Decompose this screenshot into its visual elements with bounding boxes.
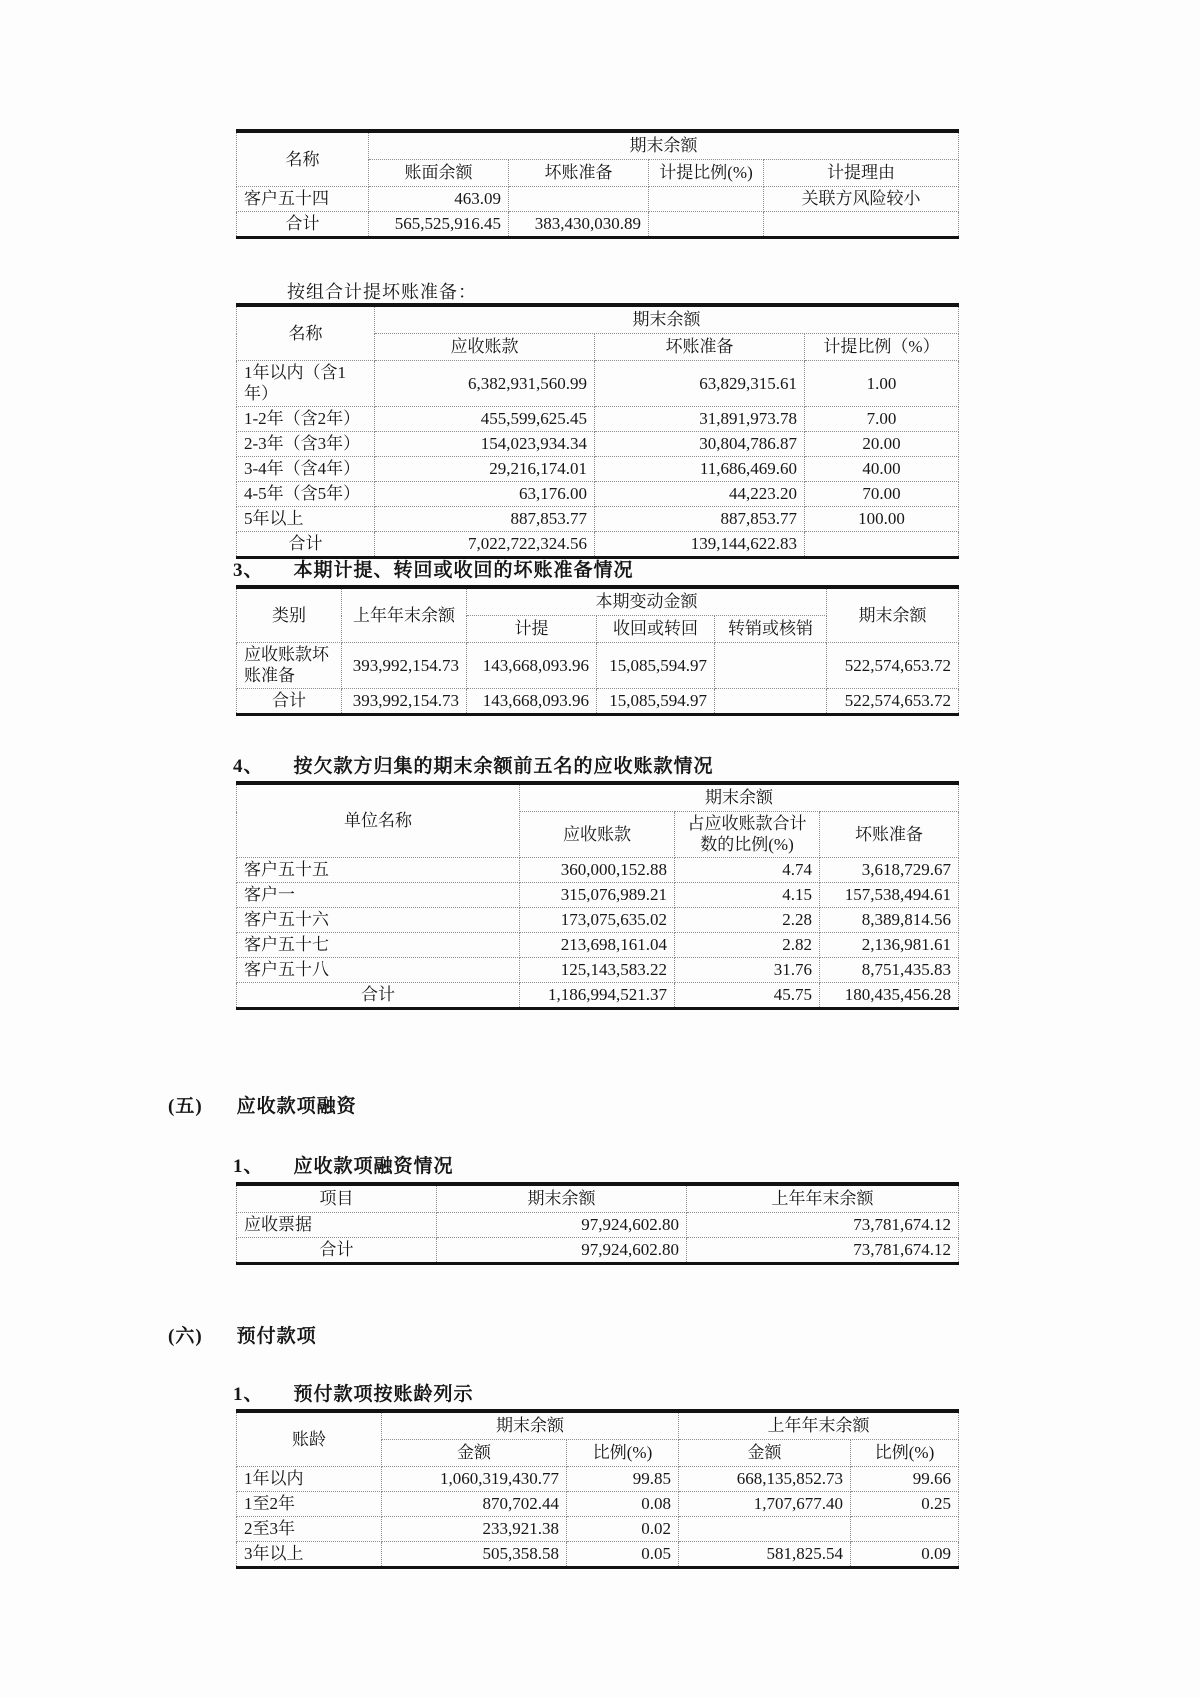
- cell-bad-debt: 139,144,622.83: [595, 531, 805, 557]
- table-row: [237, 456, 959, 481]
- header-amount: 金额: [382, 1440, 567, 1467]
- header-item: 项目: [237, 1184, 437, 1213]
- table-header-row: [237, 587, 959, 616]
- table-header-row: [237, 1411, 959, 1440]
- header-bad-debt-provision: 坏账准备: [595, 334, 805, 361]
- header-accounts-receivable: 应收账款: [520, 812, 675, 858]
- cell-ar: 154,023,934.34: [375, 431, 595, 456]
- header-name: 名称: [237, 131, 369, 187]
- cell-aging: 4-5年（含5年）: [237, 481, 375, 506]
- header-period-end: 期末余额: [437, 1184, 687, 1213]
- header-bad-debt-provision: 坏账准备: [509, 160, 649, 187]
- section-5-1-title: 应收款项融资情况: [293, 1156, 454, 1177]
- cell-bad-debt: 887,853.77: [595, 506, 805, 531]
- cell-ratio: 99.85: [567, 1467, 679, 1492]
- table-row: [237, 932, 959, 957]
- table-row: [237, 187, 959, 212]
- table-row: [237, 361, 959, 407]
- cell-ar: 63,176.00: [375, 481, 595, 506]
- table-row-total: [237, 1238, 959, 1264]
- cell-item: 合计: [237, 1238, 437, 1264]
- cell-aging: 合计: [237, 531, 375, 557]
- cell-prev: 73,781,674.12: [687, 1213, 959, 1238]
- cell-ratio: 0.02: [567, 1517, 679, 1542]
- cell-aging: 1年以内（含1年）: [237, 361, 375, 407]
- table-row: [237, 957, 959, 982]
- cell-recover: 15,085,594.97: [597, 643, 715, 689]
- header-period-end: 期末余额: [375, 305, 959, 334]
- cell-bad-debt: [509, 187, 649, 212]
- header-ratio: 比例(%): [851, 1440, 959, 1467]
- cell-bad-debt: 30,804,786.87: [595, 431, 805, 456]
- header-prev-year-end: 上年年末余额: [342, 587, 467, 643]
- section-4-heading: [233, 751, 714, 778]
- cell-prev-ratio: 0.25: [851, 1492, 959, 1517]
- cell-ratio: 1.00: [805, 361, 959, 407]
- table-header-row: [237, 131, 959, 160]
- cell-aging: 1-2年（含2年）: [237, 406, 375, 431]
- cell-unit: 客户一: [237, 882, 520, 907]
- cell-prev-amount: 581,825.54: [679, 1542, 851, 1568]
- header-unit-name: 单位名称: [237, 783, 520, 857]
- section-5-title: 应收款项融资: [236, 1096, 357, 1117]
- header-ratio: 比例(%): [567, 1440, 679, 1467]
- table-row: [237, 406, 959, 431]
- cell-aging: 3年以上: [237, 1542, 382, 1568]
- cell-bad-debt: 383,430,030.89: [509, 212, 649, 238]
- cell-ratio: 2.28: [675, 907, 820, 932]
- cell-bad-debt: 180,435,456.28: [820, 982, 959, 1008]
- section-3-heading: [233, 555, 634, 582]
- header-category: 类别: [237, 587, 342, 643]
- cell-reason: 关联方风险较小: [764, 187, 959, 212]
- cell-amount: 505,358.58: [382, 1542, 567, 1568]
- cell-ar: 7,022,722,324.56: [375, 531, 595, 557]
- table-row-total: [237, 212, 959, 238]
- cell-aging: 1至2年: [237, 1492, 382, 1517]
- cell-prev-ratio: [851, 1517, 959, 1542]
- section-6-1-heading: [233, 1379, 474, 1406]
- cell-writeoff: [715, 688, 827, 714]
- table-row-total: [237, 531, 959, 557]
- header-bad-debt-provision: 坏账准备: [820, 812, 959, 858]
- section-6-1-number: 1、: [233, 1384, 264, 1405]
- section-5-heading: [168, 1091, 357, 1118]
- cell-prev: 73,781,674.12: [687, 1238, 959, 1264]
- cell-ratio: 4.74: [675, 857, 820, 882]
- cell-aging: 2至3年: [237, 1517, 382, 1542]
- cell-ratio: 0.08: [567, 1492, 679, 1517]
- section-3-number: 3、: [233, 560, 264, 581]
- section-6-heading: [168, 1321, 317, 1348]
- cell-ar: 213,698,161.04: [520, 932, 675, 957]
- cell-bad-debt: 8,751,435.83: [820, 957, 959, 982]
- table-prepayments-aging: [236, 1409, 959, 1569]
- table-provision-movement: [236, 585, 959, 716]
- cell-ar: 455,599,625.45: [375, 406, 595, 431]
- header-period-end: 期末余额: [382, 1411, 679, 1440]
- cell-ratio: 7.00: [805, 406, 959, 431]
- cell-unit: 客户五十八: [237, 957, 520, 982]
- cell-ratio: 40.00: [805, 456, 959, 481]
- section-6-title: 预付款项: [236, 1326, 317, 1347]
- table-header-row: [237, 305, 959, 334]
- cell-writeoff: [715, 643, 827, 689]
- cell-ar: 887,853.77: [375, 506, 595, 531]
- cell-ratio: 0.05: [567, 1542, 679, 1568]
- cell-name: 合计: [237, 212, 369, 238]
- header-provision-ratio: 计提比例（%）: [805, 334, 959, 361]
- cell-aging: 1年以内: [237, 1467, 382, 1492]
- table-row: [237, 907, 959, 932]
- cell-unit: 客户五十七: [237, 932, 520, 957]
- cell-aging: 5年以上: [237, 506, 375, 531]
- table-row: [237, 1517, 959, 1542]
- cell-ar: 360,000,152.88: [520, 857, 675, 882]
- table-row: [237, 431, 959, 456]
- cell-prev-ratio: 0.09: [851, 1542, 959, 1568]
- cell-end: 97,924,602.80: [437, 1213, 687, 1238]
- cell-ratio: 31.76: [675, 957, 820, 982]
- header-recover: 收回或转回: [597, 616, 715, 643]
- header-prev-year-end: 上年年末余额: [679, 1411, 959, 1440]
- table-aging-provision: [236, 303, 959, 559]
- cell-ratio: 45.75: [675, 982, 820, 1008]
- cell-category: 应收账款坏账准备: [237, 643, 342, 689]
- cell-ratio: [805, 531, 959, 557]
- cell-prev: 393,992,154.73: [342, 688, 467, 714]
- table-row: [237, 643, 959, 689]
- cell-book-balance: 463.09: [369, 187, 509, 212]
- cell-ar: 315,076,989.21: [520, 882, 675, 907]
- table-row: [237, 857, 959, 882]
- cell-prev-amount: 1,707,677.40: [679, 1492, 851, 1517]
- table-header-row: [237, 783, 959, 812]
- cell-ar: 1,186,994,521.37: [520, 982, 675, 1008]
- cell-ar: 6,382,931,560.99: [375, 361, 595, 407]
- header-book-balance: 账面余额: [369, 160, 509, 187]
- cell-unit: 客户五十六: [237, 907, 520, 932]
- cell-amount: 233,921.38: [382, 1517, 567, 1542]
- cell-ar: 29,216,174.01: [375, 456, 595, 481]
- header-writeoff: 转销或核销: [715, 616, 827, 643]
- cell-ratio: 2.82: [675, 932, 820, 957]
- cell-accrual: 143,668,093.96: [467, 688, 597, 714]
- header-accrual: 计提: [467, 616, 597, 643]
- cell-ratio: 70.00: [805, 481, 959, 506]
- section-5-number: (五): [168, 1096, 203, 1117]
- header-period-end: 期末余额: [520, 783, 959, 812]
- cell-ar: 125,143,583.22: [520, 957, 675, 982]
- cell-book-balance: 565,525,916.45: [369, 212, 509, 238]
- table-top-five-customers: [236, 781, 959, 1010]
- cell-recover: 15,085,594.97: [597, 688, 715, 714]
- cell-prev-amount: 668,135,852.73: [679, 1467, 851, 1492]
- cell-end: 97,924,602.80: [437, 1238, 687, 1264]
- cell-end: 522,574,653.72: [827, 643, 959, 689]
- cell-end: 522,574,653.72: [827, 688, 959, 714]
- section-6-1-title: 预付款项按账龄列示: [293, 1384, 474, 1405]
- cell-amount: 870,702.44: [382, 1492, 567, 1517]
- section-5-1-heading: [233, 1151, 454, 1178]
- header-provision-ratio: 计提比例(%): [649, 160, 764, 187]
- table-row-total: [237, 688, 959, 714]
- cell-ratio: [649, 212, 764, 238]
- table-row: [237, 506, 959, 531]
- section-4-number: 4、: [233, 756, 264, 777]
- cell-bad-debt: 31,891,973.78: [595, 406, 805, 431]
- cell-prev-amount: [679, 1517, 851, 1542]
- cell-amount: 1,060,319,430.77: [382, 1467, 567, 1492]
- section-4-title: 按欠款方归集的期末余额前五名的应收账款情况: [293, 756, 714, 777]
- table-receivables-financing: [236, 1182, 959, 1265]
- section-3-title: 本期计提、转回或收回的坏账准备情况: [293, 560, 634, 581]
- cell-ratio: [649, 187, 764, 212]
- header-amount: 金额: [679, 1440, 851, 1467]
- table-row: [237, 882, 959, 907]
- table-row: [237, 1213, 959, 1238]
- table-header-row: [237, 1184, 959, 1213]
- cell-bad-debt: 3,618,729.67: [820, 857, 959, 882]
- cell-category: 合计: [237, 688, 342, 714]
- section-6-number: (六): [168, 1326, 203, 1347]
- cell-bad-debt: 2,136,981.61: [820, 932, 959, 957]
- cell-ratio: 20.00: [805, 431, 959, 456]
- header-period-change: 本期变动金额: [467, 587, 827, 616]
- cell-item: 应收票据: [237, 1213, 437, 1238]
- cell-prev-ratio: 99.66: [851, 1467, 959, 1492]
- cell-bad-debt: 44,223.20: [595, 481, 805, 506]
- cell-aging: 2-3年（含3年）: [237, 431, 375, 456]
- header-aging: 账龄: [237, 1411, 382, 1467]
- section-5-1-number: 1、: [233, 1156, 264, 1177]
- table-row: [237, 1492, 959, 1517]
- cell-name: 客户五十四: [237, 187, 369, 212]
- cell-prev: 393,992,154.73: [342, 643, 467, 689]
- header-provision-reason: 计提理由: [764, 160, 959, 187]
- table-row: [237, 481, 959, 506]
- cell-unit: 客户五十五: [237, 857, 520, 882]
- header-share-ratio: 占应收账款合计数的比例(%): [675, 812, 820, 858]
- cell-unit: 合计: [237, 982, 520, 1008]
- cell-bad-debt: 8,389,814.56: [820, 907, 959, 932]
- group-provision-label: 按组合计提坏账准备：: [287, 282, 477, 302]
- header-accounts-receivable: 应收账款: [375, 334, 595, 361]
- header-name: 名称: [237, 305, 375, 361]
- cell-bad-debt: 11,686,469.60: [595, 456, 805, 481]
- cell-bad-debt: 157,538,494.61: [820, 882, 959, 907]
- cell-ratio: 100.00: [805, 506, 959, 531]
- cell-accrual: 143,668,093.96: [467, 643, 597, 689]
- cell-aging: 3-4年（含4年）: [237, 456, 375, 481]
- table-row-total: [237, 982, 959, 1008]
- cell-ratio: 4.15: [675, 882, 820, 907]
- cell-bad-debt: 63,829,315.61: [595, 361, 805, 407]
- header-period-end: 期末余额: [369, 131, 959, 160]
- header-period-end: 期末余额: [827, 587, 959, 643]
- table-customer-bad-debt: [236, 129, 959, 239]
- table-row: [237, 1542, 959, 1568]
- table-row: [237, 1467, 959, 1492]
- cell-reason: [764, 212, 959, 238]
- cell-ar: 173,075,635.02: [520, 907, 675, 932]
- header-prev-year-end: 上年年末余额: [687, 1184, 959, 1213]
